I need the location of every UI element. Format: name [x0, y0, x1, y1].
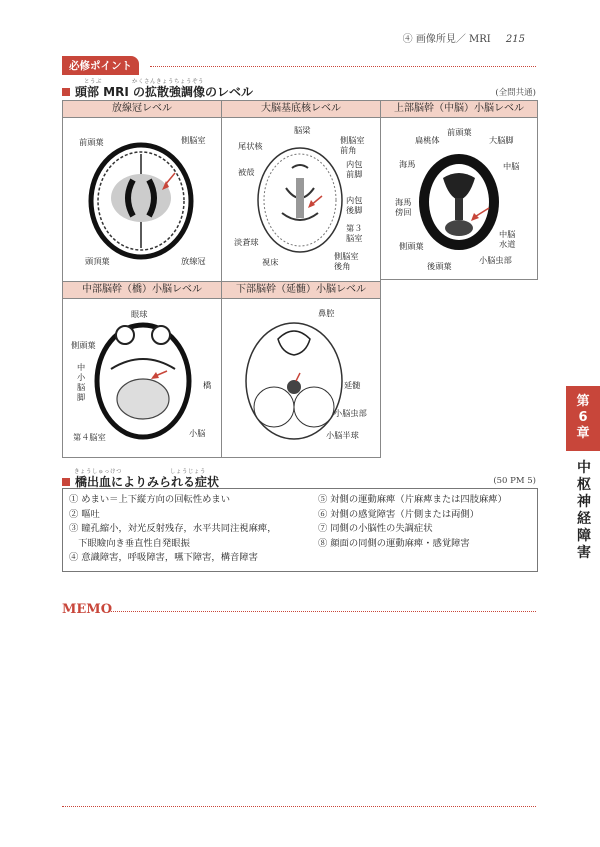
- chapter-tab-number: 6: [578, 410, 588, 425]
- badge-dotted-rule: [150, 66, 536, 67]
- label-lateral-ventricle-2: 側脳室: [334, 251, 359, 261]
- label-internal-capsule-1: 内包: [346, 159, 363, 169]
- label-mcp-1: 中: [77, 362, 86, 372]
- label-medulla: 延髄: [344, 380, 361, 390]
- label-frontal-lobe: 前頭葉: [79, 137, 104, 147]
- label-mcp-2: 小: [77, 372, 86, 382]
- symptom-item: ⑧ 顔面の同側の運動麻痺・感覚障害: [318, 537, 470, 549]
- vertical-char: 中: [577, 460, 591, 476]
- header-section: ④ 画像所見／ MRI: [402, 34, 491, 45]
- label-cerebellar-hemisphere: 小脳半球: [326, 430, 359, 440]
- symptom-item: ③ 瞳孔縮小，対光反射残存，水平共同注視麻痺，: [69, 523, 277, 534]
- section1-ruby: とうぶ かくさんきょうちょうぞう: [84, 79, 205, 85]
- label-eyeball: 眼球: [131, 309, 148, 319]
- label-aqueduct-2: 水道: [499, 239, 516, 249]
- label-aqueduct-1: 中脳: [499, 229, 516, 239]
- panel-title: 下部脳幹（延髄）小脳レベル: [222, 282, 380, 299]
- panel-title: 中部脳幹（橋）小脳レベル: [63, 282, 221, 299]
- label-occipital-lobe: 後頭葉: [427, 261, 452, 271]
- label-vermis: 小脳虫部: [334, 408, 367, 418]
- vertical-char: 障: [577, 528, 591, 544]
- label-internal-capsule-2: 内包: [346, 195, 363, 205]
- label-posterior-limb: 後脚: [346, 205, 363, 215]
- footer-dotted-rule: [62, 806, 536, 807]
- panel-corona-radiata: [62, 100, 222, 282]
- label-thalamus: 視床: [262, 257, 279, 267]
- label-corpus-callosum: 脳梁: [294, 125, 311, 135]
- label-cerebellum: 小脳: [189, 428, 206, 438]
- symptom-item: ⑦ 同側の小脳性の失調症状: [318, 523, 433, 534]
- label-globus-pallidus: 淡蒼球: [234, 237, 259, 247]
- vertical-char: 害: [577, 545, 591, 561]
- symptom-item: ④ 意識障害，呼吸障害，嚥下障害，構音障害: [69, 552, 258, 563]
- panel-title: 大脳基底核レベル: [222, 101, 380, 118]
- label-frontal-lobe: 前頭葉: [447, 127, 472, 137]
- symptoms-box: [62, 488, 538, 572]
- label-nasal-cavity: 鼻腔: [318, 308, 335, 318]
- label-midbrain: 中脳: [503, 161, 520, 171]
- page-number: 215: [505, 34, 525, 45]
- symptoms-right-column: [318, 493, 507, 551]
- symptom-item: 下眼瞼向き垂直性自発眼振: [69, 537, 190, 549]
- label-putamen: 被殻: [238, 167, 255, 177]
- key-point-badge: 必修ポイント: [62, 56, 139, 75]
- section1-note: (全問共通): [495, 88, 536, 98]
- label-hippocampus: 海馬: [399, 159, 416, 169]
- label-cerebral-peduncle: 大脳脚: [489, 135, 514, 145]
- panel-pons: [62, 281, 222, 458]
- label-parietal-lobe: 頭頂葉: [85, 256, 110, 266]
- label-posterior-horn: 後角: [334, 261, 351, 271]
- label-corona-radiata: 放線冠: [181, 256, 206, 266]
- vertical-char: 枢: [577, 477, 591, 493]
- memo-dotted-rule: [108, 611, 536, 612]
- vertical-char: 神: [577, 494, 591, 510]
- label-lateral-ventricle-1: 側脳室: [340, 135, 365, 145]
- label-caudate: 尾状核: [238, 141, 263, 151]
- label-third-1: 第３: [346, 223, 363, 233]
- symptom-item: ⑥ 対側の感覚障害（片側または両側）: [318, 508, 480, 520]
- symptom-item: ① めまい＝上下縦方向の回転性めまい: [69, 494, 231, 505]
- label-pons: 橋: [203, 380, 212, 390]
- label-mcp-4: 脚: [77, 392, 86, 402]
- symptoms-left-column: [69, 493, 277, 566]
- section2-note: (50 PM 5): [493, 476, 536, 486]
- panel-title: 放線冠レベル: [63, 101, 221, 118]
- label-amygdala: 扁桃体: [415, 135, 440, 145]
- label-lateral-ventricle: 側脳室: [181, 135, 206, 145]
- panel-title: 上部脳幹（中脳）小脳レベル: [381, 101, 537, 118]
- panel-medulla: [221, 281, 381, 458]
- section2-title: 橋出血によりみられる症状: [62, 473, 219, 490]
- section1-title: 頭部 MRI の拡散強調像のレベル: [62, 83, 253, 100]
- memo-heading: MEMO: [62, 602, 113, 617]
- label-temporal-lobe: 側頭葉: [399, 241, 424, 251]
- label-anterior-limb: 前脚: [346, 169, 363, 179]
- chapter-tab-char: 第: [576, 394, 590, 409]
- running-header: [403, 30, 525, 45]
- label-parahippocampal-2: 傍回: [395, 207, 412, 217]
- label-mcp-3: 脳: [77, 382, 86, 392]
- panel-basal-ganglia: [221, 100, 381, 282]
- label-parahippocampal-1: 海馬: [395, 197, 412, 207]
- chapter-tab-char: 章: [576, 426, 590, 441]
- label-vermis: 小脳虫部: [479, 255, 512, 265]
- vertical-char: 経: [577, 511, 591, 527]
- chapter-title-vertical: [574, 460, 594, 562]
- symptom-item: ② 嘔吐: [69, 508, 100, 520]
- panel-midbrain: [380, 100, 538, 280]
- section2-ruby: きょうしゅっけつ しょうじょう: [74, 469, 207, 475]
- chapter-tab: [566, 386, 600, 451]
- label-third-ventricle: 脳室: [346, 233, 363, 243]
- label-anterior-horn: 前角: [340, 145, 357, 155]
- label-temporal-lobe: 側頭葉: [71, 340, 96, 350]
- symptom-item: ⑤ 対側の運動麻痺（片麻痺または四肢麻痺）: [318, 494, 507, 505]
- label-fourth-ventricle: 第４脳室: [73, 432, 106, 442]
